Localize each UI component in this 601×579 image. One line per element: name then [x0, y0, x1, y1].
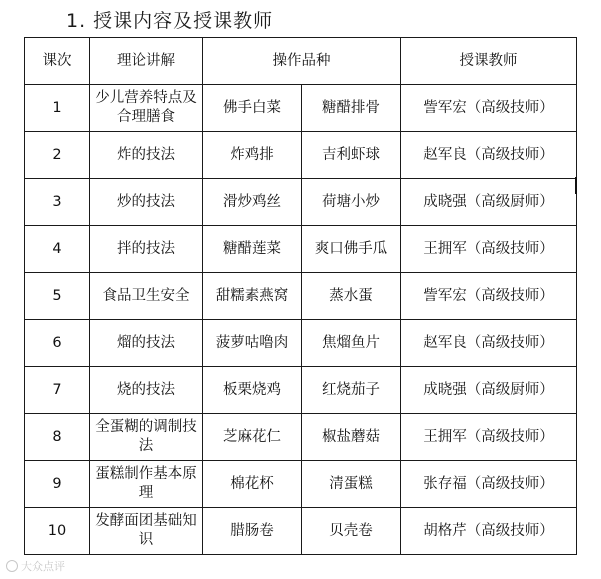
logo-circle-icon	[6, 560, 18, 572]
cell-teacher: 王拥军（高级技师）	[401, 414, 577, 461]
cell-lesson: 8	[25, 414, 90, 461]
cell-dish-2: 吉利虾球	[302, 132, 401, 179]
header-dishes: 操作品种	[203, 38, 401, 85]
cell-dish-1: 棉花杯	[203, 461, 302, 508]
cell-teacher: 成晓强（高级厨师）	[401, 367, 577, 414]
table-row	[25, 132, 577, 179]
cell-teacher: 訾军宏（高级技师）	[401, 85, 577, 132]
cell-topic: 烧的技法	[90, 367, 203, 414]
table-row	[25, 273, 577, 320]
cell-lesson: 6	[25, 320, 90, 367]
cell-teacher: 王拥军（高级技师）	[401, 226, 577, 273]
course-table	[24, 37, 577, 555]
cell-teacher: 胡格芹（高级技师）	[401, 508, 577, 555]
table-row	[25, 320, 577, 367]
table-row	[25, 414, 577, 461]
cell-topic: 食品卫生安全	[90, 273, 203, 320]
watermark-text: 大众点评	[21, 560, 65, 573]
cell-teacher: 成晓强（高级厨师）	[401, 179, 577, 226]
cell-topic: 炒的技法	[90, 179, 203, 226]
table-row	[25, 85, 577, 132]
cell-dish-2: 椒盐蘑菇	[302, 414, 401, 461]
watermark	[6, 558, 65, 574]
cell-dish-2: 红烧茄子	[302, 367, 401, 414]
cell-topic: 少儿营养特点及合理膳食	[90, 85, 203, 132]
cell-topic: 全蛋糊的调制技法	[90, 414, 203, 461]
cell-dish-1: 菠萝咕噜肉	[203, 320, 302, 367]
cell-dish-1: 芝麻花仁	[203, 414, 302, 461]
text-cursor	[575, 177, 577, 194]
cell-teacher: 赵军良（高级技师）	[401, 320, 577, 367]
cell-lesson: 1	[25, 85, 90, 132]
cell-dish-2: 清蛋糕	[302, 461, 401, 508]
cell-lesson: 7	[25, 367, 90, 414]
table-body	[25, 38, 577, 555]
table-row	[25, 226, 577, 273]
cell-topic: 蛋糕制作基本原理	[90, 461, 203, 508]
cell-topic: 熘的技法	[90, 320, 203, 367]
cell-dish-2: 焦熘鱼片	[302, 320, 401, 367]
header-theory: 理论讲解	[90, 38, 203, 85]
cell-topic: 发酵面团基础知识	[90, 508, 203, 555]
header-lesson: 课次	[25, 38, 90, 85]
cell-dish-2: 爽口佛手瓜	[302, 226, 401, 273]
cell-lesson: 3	[25, 179, 90, 226]
cell-lesson: 4	[25, 226, 90, 273]
cell-topic: 炸的技法	[90, 132, 203, 179]
cell-dish-1: 板栗烧鸡	[203, 367, 302, 414]
cell-dish-2: 贝壳卷	[302, 508, 401, 555]
cell-dish-1: 甜糯素燕窝	[203, 273, 302, 320]
cell-dish-1: 滑炒鸡丝	[203, 179, 302, 226]
section-title: 1. 授课内容及授课教师	[66, 10, 274, 32]
cell-dish-1: 糖醋莲菜	[203, 226, 302, 273]
cell-dish-1: 腊肠卷	[203, 508, 302, 555]
table-row	[25, 367, 577, 414]
cell-lesson: 9	[25, 461, 90, 508]
cell-teacher: 赵军良（高级技师）	[401, 132, 577, 179]
cell-teacher: 张存福（高级技师）	[401, 461, 577, 508]
header-teacher: 授课教师	[401, 38, 577, 85]
cell-dish-2: 蒸水蛋	[302, 273, 401, 320]
cell-lesson: 10	[25, 508, 90, 555]
table-row	[25, 179, 577, 226]
cell-teacher: 訾军宏（高级技师）	[401, 273, 577, 320]
table-header-row	[25, 38, 577, 85]
table-row	[25, 461, 577, 508]
table-row	[25, 508, 577, 555]
cell-lesson: 2	[25, 132, 90, 179]
cell-dish-1: 炸鸡排	[203, 132, 302, 179]
cell-topic: 拌的技法	[90, 226, 203, 273]
cell-dish-1: 佛手白菜	[203, 85, 302, 132]
cell-dish-2: 荷塘小炒	[302, 179, 401, 226]
cell-dish-2: 糖醋排骨	[302, 85, 401, 132]
cell-lesson: 5	[25, 273, 90, 320]
